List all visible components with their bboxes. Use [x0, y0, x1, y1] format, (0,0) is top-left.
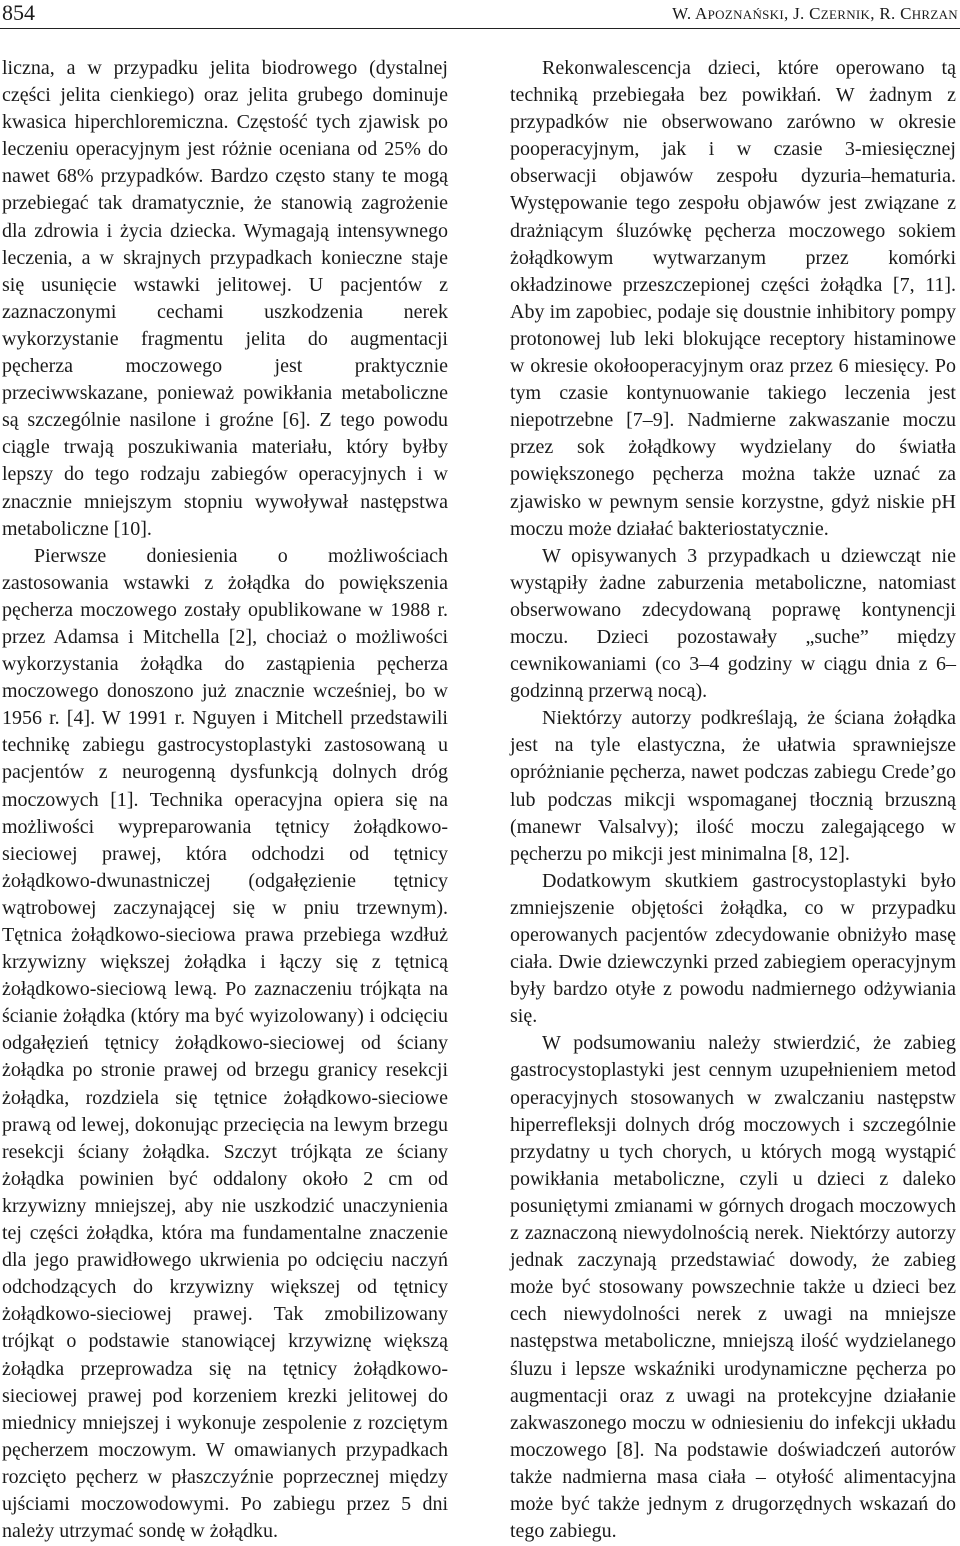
author-name: R. CHRZAN — [879, 4, 958, 23]
paragraph: liczna, a w przypadku jelita biodrowego (dystalnej części jelita cienkiego) oraz jelita grubego dominuje kwasica hiperchloremiczna. Częstość tych zjawisk po leczeniu operacyjnym jest różnie oceniana od 25% do nawet 68% przypadków. Bardzo często stany te mogą przebiegać tak dramatycznie, że stanowią zagrożenie dla zdrowia i życia dziecka. Wymagają intensywnego leczenia, a w skrajnych przypadkach konieczne staje się usunięcie wstawki jelitowej. U pacjentów z zaznaczonymi cechami uszkodzenia nerek wykorzystanie fragmentu jelita do augmentacji pęcherza moczowego jest praktycznie przeciwwskazane, ponieważ powikłania metaboliczne są szczególnie nasilone i groźne [6]. Z tego powodu ciągle trwają poszukiwania materiału, który byłby lepszy do tego rodzaju zabiegów operacyjnych i w znacznie mniejszym stopniu wywoływał następstwa metaboliczne [10]. — [2, 57, 448, 540]
page-header — [0, 0, 960, 29]
paragraph: Pierwsze doniesienia o możliwościach zastosowania wstawki z żołądka do powiększenia pęcherza moczowego zostały opublikowane w 1988 r. przez Adamsa i Mitchella [2], chociaż o możliwości wykorzystania żołądka do zastąpienia pęcherza moczowego donoszono już znacznie wcześniej, bo w 1956 r. [4]. W 1991 r. Nguyen i Mitchell przedstawili technikę zabiegu gastrocystoplastyki zastosowaną u pacjentów z neurogenną dysfunkcją dolnych dróg moczowych [1]. Technika operacyjna opiera się na możliwości wypreparowania tętnicy żołądkowo-sieciowej prawej, która odchodzi od tętnicy żołądkowo-dwunastniczej (odgałęzienie tętnicy wątrobowej zaczynającej się w pniu trzewnym). Tętnica żołądkowo-sieciowa prawa przebiega wzdłuż krzywizny większej żołądka i łączy się z tętnicą żołądkowo-sieciową lewą. Po zaznaczeniu trójkąta na ścianie żołądka (który ma być wyizolowany) i odcięciu odgałęzień tętnicy żołądkowo-sieciowej od ściany żołądka po stronie prawej od brzegu granicy resekcji żołądka, rozdziela się tętnice żołądkowo-sieciowe prawą od lewej, dokonując przecięcia na lewym brzegu resekcji ściany żołądka. Szczyt trójkąta ze ściany żołądka powinien być oddalony około 2 cm od krzywizny mniejszej, aby nie uszkodzić unaczynienia tej części żołądka, która ma fundamentalne znaczenie dla jego prawidłowego ukrwienia po odcięciu naczyń odchodzących do krzywizny większej od tętnicy żołądkowo-sieciowej prawej. Tak zmobilizowany trójkąt o podstawie stanowiącej krzywiznę większą żołądka przeprowadza się na tętnicy żołądkowo-sieciowej prawej pod korzeniem krezki jelitowej do miednicy mniejszej i wykonuje zespolenie z rozciętym pęcherzem moczowym. W omawianych przypadkach rozcięto pęcherz w płaszczyźnie poprzecznej między ujściami moczowodowymi. Po zabiegu przez 5 dni należy utrzymać sondę w żołądku. — [2, 544, 448, 1543]
page-number: 854 — [2, 0, 35, 25]
author-name: W. APOZNAŃSKI, — [672, 4, 794, 23]
author-name: J. CZERNIK, — [793, 4, 880, 23]
running-head-authors — [672, 2, 958, 27]
paragraph: Niektórzy autorzy podkreślają, że ściana żołądka jest na tyle elastyczna, że ułatwia sprawniejsze opróżnianie pęcherza, nawet podczas zabiegu Crede’go lub podczas mikcji wspomaganej tłocznią brzuszną (manewr Valsalvy); ilość moczu zalegającego w pęcherzu po mikcji jest minimalna [8, 12]. — [510, 707, 956, 865]
paragraph: Dodatkowym skutkiem gastrocystoplastyki było zmniejszenie objętości żołądka, co w przypadku operowanych pacjentów zdecydowanie obniżyło masę ciała. Dwie dziewczynki przed zabiegiem operacyjnym były bardzo otyłe z powodu nadmiernego odżywiania się. — [510, 869, 956, 1028]
left-column — [2, 55, 448, 1545]
paragraph: Rekonwalescencja dzieci, które operowano tą techniką przebiegała bez powikłań. W żadnym z przypadków nie obserwowano zarówno w okresie pooperacyjnym, jak i w czasie 3-miesięcznej obserwacji objawów zespołu dyzuria–hematuria. Występowanie tego zespołu objawów jest związane z drażniącym śluzówkę pęcherza moczowego sokiem żołądkowym wytwarzanym przez komórki okładzinowe przeszczepionej części żołądka [7, 11]. Aby im zapobiec, podaje się doustnie inhibitory pompy protonowej lub leki blokujące receptory histaminowe w okresie okołooperacyjnym oraz przez 6 miesięcy. Po tym czasie kontynuowanie takiego leczenia jest niepotrzebne [7–9]. Nadmierne zakwaszanie moczu przez sok żołądkowy wydzielany do światła powiększonego pęcherza można także uznać za zjawisko w pewnym sensie korzystne, gdyż niskie pH moczu może działać bakteriostatycznie. — [510, 57, 956, 540]
right-column — [510, 55, 956, 1545]
paragraph: W podsumowaniu należy stwierdzić, że zabieg gastrocystoplastyki jest cennym uzupełnieniem metod operacyjnych stosowanych w zwalczaniu następstw hiperrefleksji dolnych dróg moczowych i szczególnie przydatny u tych chorych, u których mogą wystąpić powikłania metaboliczne, czyli u dzieci z daleko posuniętymi zmianami w górnych drogach moczowych z zaznaczoną niewydolnością nerek. Niektórzy autorzy jednak zaczynają przedstawiać dowody, że zabieg może być stosowany powszechnie także u dzieci bez cech niewydolności nerek z uwagi na mniejsze następstwa metaboliczne, mniejszą ilość wydzielanego śluzu i lepsze wskaźniki urodynamiczne pęcherza po augmentacji oraz z uwagi na protekcyjne działanie zakwaszonego moczu w odniesieniu do infekcji układu moczowego [8]. Na podstawie doświadczeń autorów także nadmierna masa ciała – otyłość alimentacyjna może być także jednym z drugorzędnych wskazań do tego zabiegu. — [510, 1032, 956, 1543]
paragraph: W opisywanych 3 przypadkach u dziewcząt nie wystąpiły żadne zaburzenia metaboliczne, natomiast obserwowano zdecydowaną poprawę kontynencji moczu. Dzieci pozostawały „suche” między cewnikowaniami (co 3–4 godziny w ciągu dnia z 6–godzinną przerwą nocą). — [510, 544, 956, 703]
